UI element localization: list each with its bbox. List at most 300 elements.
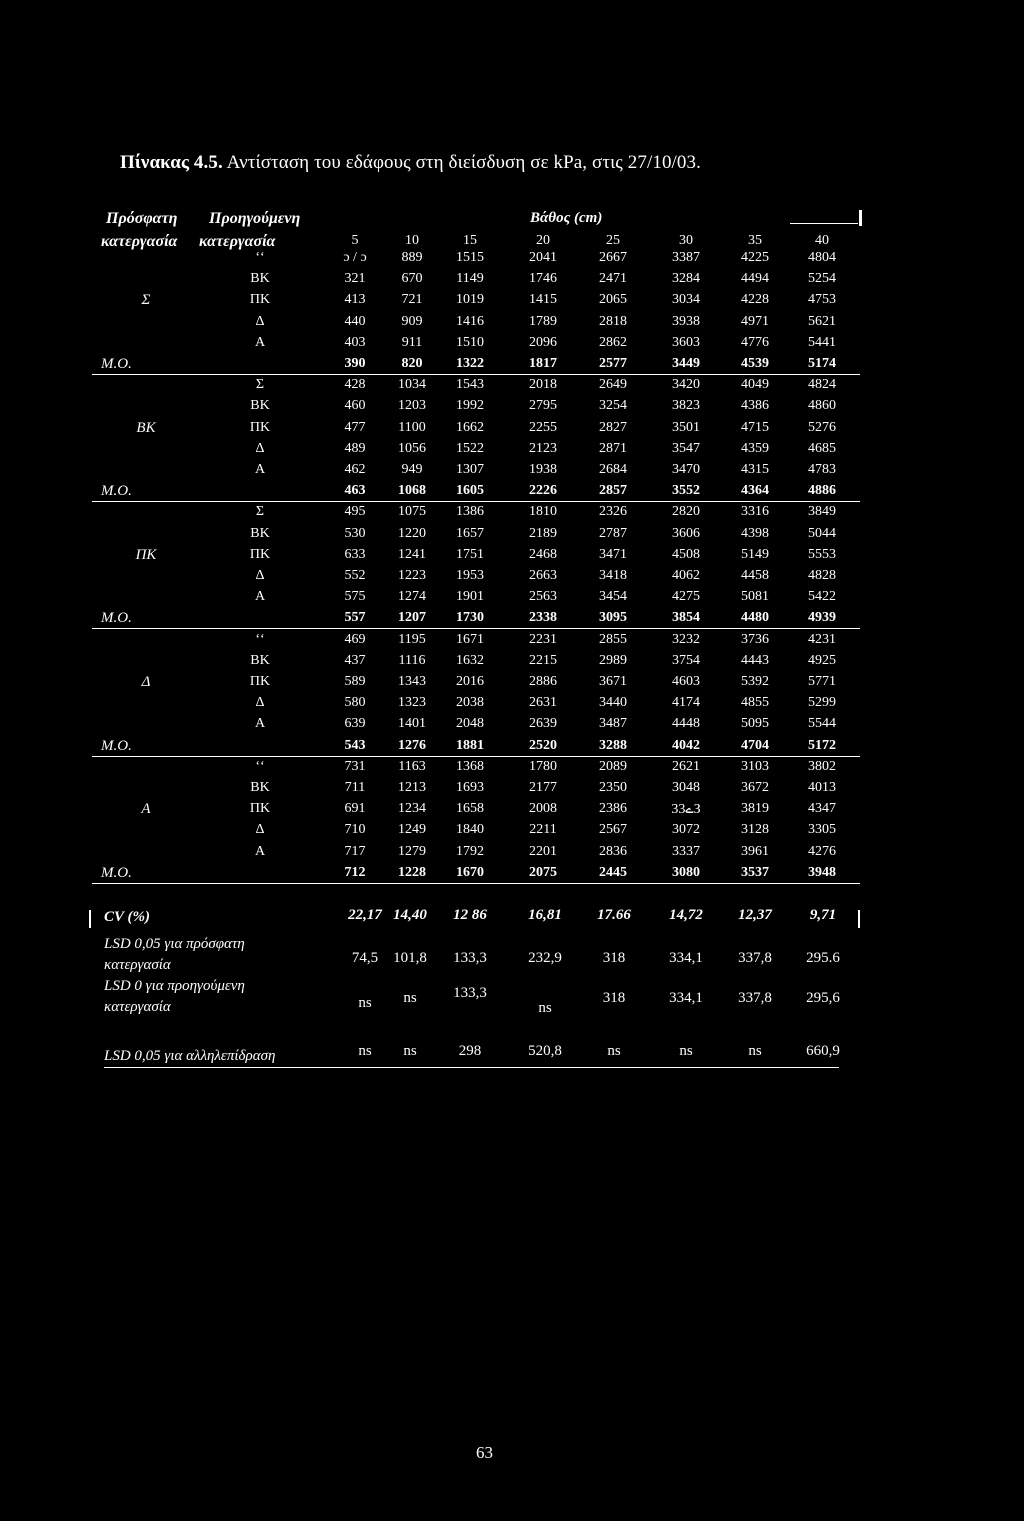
table-cell: 2215: [529, 652, 557, 668]
table-cell: 2177: [529, 780, 557, 795]
table-cell: 5441: [808, 334, 836, 350]
table-cell: 3232: [672, 631, 700, 647]
lsd-recent-label: [104, 934, 245, 976]
table-cell: 2631: [529, 695, 557, 711]
table-cell: 2468: [529, 546, 557, 562]
previous-tillage-label: ΠΚ: [249, 292, 271, 308]
depth-header-cell: 30: [679, 233, 693, 248]
table-cell: 1195: [398, 631, 426, 647]
table-cell: 1149: [456, 271, 484, 287]
table-cell: 1746: [529, 271, 557, 287]
group-divider: [92, 501, 860, 502]
table-cell: 2827: [599, 419, 627, 435]
table-cell: 3305: [808, 822, 836, 838]
table-cell: 2123: [529, 440, 557, 456]
mean-cell: 2075: [529, 864, 557, 880]
table-cell: 2255: [529, 419, 557, 435]
table-cell: 5299: [808, 695, 836, 711]
table-cell: 3819: [741, 801, 769, 817]
cv-value: 14,72: [669, 907, 703, 923]
table-cell: 2211: [529, 822, 557, 838]
table-cell: 1810: [529, 504, 557, 520]
table-cell: 1019: [456, 292, 484, 308]
table-cell: 3470: [672, 462, 700, 477]
table-cell: 2855: [599, 631, 627, 647]
lsd-interaction-value: 520,8: [528, 1043, 562, 1059]
table-cell: 1840: [456, 822, 484, 838]
table-cell: 2563: [529, 589, 557, 605]
table-cell: 1992: [456, 398, 484, 414]
table-cell: 5771: [808, 674, 836, 689]
recent-tillage-label: ΠΚ: [135, 546, 157, 563]
table-cell: 1116: [398, 652, 426, 668]
table-cell: 1401: [398, 716, 426, 732]
lsd-previous-value: 334,1: [669, 990, 703, 1006]
table-cell: 949: [401, 462, 423, 477]
table-cell: 5553: [808, 546, 836, 562]
table-cell: 580: [344, 695, 366, 711]
lsd-interaction-value: ns: [748, 1043, 762, 1059]
table-cell: 5044: [808, 525, 836, 541]
mean-cell: 4042: [672, 737, 700, 753]
table-cell: 3454: [599, 589, 627, 605]
table-cell: 4062: [672, 568, 700, 583]
previous-tillage-label: Σ: [255, 504, 265, 520]
table-cell: 3103: [741, 758, 769, 774]
table-cell: 460: [344, 398, 366, 414]
mean-cell: 4539: [741, 356, 769, 371]
mean-cell: 1670: [456, 864, 484, 880]
table-cell: 3440: [599, 695, 627, 711]
previous-tillage-label: Δ: [255, 822, 265, 838]
lsd-interaction-value: ns: [679, 1043, 693, 1059]
header-rule: [790, 223, 858, 224]
lsd-recent-line2: κατεργασία: [104, 957, 171, 973]
table-cell: 911: [401, 334, 423, 350]
previous-tillage-label: Α: [254, 334, 266, 350]
table-cell: 1657: [456, 525, 484, 541]
table-cell: 2041: [529, 250, 557, 265]
table-cell: 5544: [808, 716, 836, 732]
table-cell: 1522: [456, 440, 484, 456]
table-cell: 495: [344, 504, 366, 520]
lsd-recent-value: 232,9: [528, 950, 562, 966]
table-cell: 4231: [808, 631, 836, 647]
table-cell: 2567: [599, 822, 627, 838]
group-divider: [92, 374, 860, 375]
header-edge-mark: [859, 210, 862, 226]
previous-tillage-label: ΠΚ: [249, 801, 271, 817]
previous-tillage-label: Δ: [255, 568, 265, 583]
table-cell: 4828: [808, 568, 836, 583]
lsd-recent-value: 318: [602, 950, 626, 966]
mean-cell: 1817: [529, 356, 557, 371]
table-cell: 3034: [672, 292, 700, 308]
table-cell: 1792: [456, 843, 484, 859]
table-cell: 5254: [808, 271, 836, 287]
caption-text: Αντίσταση του εδάφους στη διείσδυση σε kPa, στις 27/10/03.: [226, 152, 701, 173]
table-cell: 889: [401, 250, 423, 265]
previous-tillage-label: ΠΚ: [249, 674, 271, 689]
table-cell: 5276: [808, 419, 836, 435]
table-cell: 2663: [529, 568, 557, 583]
table-cell: 3736: [741, 631, 769, 647]
lsd-recent-value: 295.6: [806, 950, 840, 966]
table-cell: 4386: [741, 398, 769, 414]
table-cell: 403: [344, 334, 366, 350]
table-cell: 1901: [456, 589, 484, 605]
table-cell: 4225: [741, 250, 769, 265]
lsd-recent-value: 101,8: [393, 950, 427, 966]
lsd-interaction-value: ns: [403, 1043, 417, 1059]
table-cell: 3547: [672, 440, 700, 456]
table-cell: 2836: [599, 843, 627, 859]
table-cell: 2350: [599, 780, 627, 795]
previous-tillage-label: ΒΚ: [250, 652, 270, 668]
table-cell: 4448: [672, 716, 700, 732]
table-cell: ɔ / ɔ: [343, 250, 367, 265]
lsd-interaction-value: ns: [607, 1043, 621, 1059]
table-cell: 1632: [456, 652, 484, 668]
table-cell: 530: [344, 525, 366, 541]
table-cell: 4776: [741, 334, 769, 350]
table-cell: 2818: [599, 313, 627, 329]
table-cell: 2038: [456, 695, 484, 711]
table-cell: 1416: [456, 313, 484, 329]
table-cell: 3671: [599, 674, 627, 689]
table-cell: 1751: [456, 546, 484, 562]
table-cell: 633: [344, 546, 366, 562]
mean-label: Μ.Ο.: [101, 610, 132, 627]
mean-cell: 4364: [741, 483, 769, 499]
mean-cell: 1605: [456, 483, 484, 499]
lsd-recent-value: 74,5: [351, 950, 379, 966]
previous-tillage-label: ʻʻ: [255, 758, 265, 774]
cv-value: 9,71: [809, 907, 837, 923]
lsd-previous-line2: κατεργασία: [104, 999, 171, 1015]
table-cell: 717: [344, 843, 366, 859]
depth-header-cell: 5: [351, 233, 359, 248]
table-cell: 1415: [529, 292, 557, 308]
lsd-previous-value: 133,3: [453, 985, 487, 1001]
table-cell: 2189: [529, 525, 557, 541]
mean-cell: 2857: [599, 483, 627, 499]
table-cell: 5621: [808, 313, 836, 329]
depth-header-cell: 15: [463, 233, 477, 248]
mean-cell: 3537: [741, 864, 769, 880]
previous-tillage-label: ʻʻ: [255, 250, 265, 265]
table-cell: 2886: [529, 674, 557, 689]
table-cell: 3316: [741, 504, 769, 520]
recent-tillage-label: ΒΚ: [136, 419, 156, 436]
table-cell: 3603: [672, 334, 700, 350]
table-cell: 33ےЗ: [671, 802, 701, 818]
mean-cell: 2577: [599, 356, 627, 371]
mean-cell: 390: [344, 356, 366, 371]
table-cell: 1658: [456, 801, 484, 817]
table-cell: 440: [344, 313, 366, 329]
recent-tillage-label: Α: [141, 801, 151, 818]
table-cell: 1510: [456, 334, 484, 350]
table-cell: 2065: [599, 292, 627, 308]
mean-cell: 3095: [599, 610, 627, 626]
mean-cell: 5174: [808, 356, 836, 371]
table-cell: 4315: [741, 462, 769, 477]
mean-cell: 3288: [599, 737, 627, 753]
lsd-interaction-value: 660,9: [806, 1043, 840, 1059]
table-cell: 1213: [398, 780, 426, 795]
table-cell: 2649: [599, 377, 627, 393]
table-cell: 589: [344, 674, 366, 689]
cv-label: CV (%): [104, 909, 150, 925]
previous-tillage-label: ΒΚ: [250, 271, 270, 287]
table-cell: 1671: [456, 631, 484, 647]
mean-label: Μ.Ο.: [101, 737, 132, 754]
table-cell: 2471: [599, 271, 627, 287]
table-cell: 1386: [456, 504, 484, 520]
table-cell: 731: [344, 758, 366, 774]
previous-tillage-label: Α: [254, 462, 266, 477]
table-cell: 5422: [808, 589, 836, 605]
mean-cell: 2445: [599, 864, 627, 880]
mean-label: Μ.Ο.: [101, 864, 132, 881]
table-cell: 462: [344, 462, 366, 477]
table-cell: 4359: [741, 440, 769, 456]
table-cell: 4783: [808, 462, 836, 477]
table-cell: 4458: [741, 568, 769, 583]
previous-tillage-label: Α: [254, 843, 266, 859]
table-cell: 1056: [398, 440, 426, 456]
table-cell: 428: [344, 377, 366, 393]
table-cell: 1075: [398, 504, 426, 520]
mean-cell: 3080: [672, 864, 700, 880]
table-cell: 2795: [529, 398, 557, 414]
lsd-previous-value: ns: [538, 1000, 552, 1016]
table-cell: 3072: [672, 822, 700, 838]
table-cell: 3128: [741, 822, 769, 838]
caption: [120, 152, 701, 174]
table-cell: 2820: [672, 504, 700, 520]
mean-cell: 543: [344, 737, 366, 753]
mean-cell: 1207: [398, 610, 426, 626]
lsd-previous-value: ns: [358, 995, 372, 1011]
table-cell: 3254: [599, 398, 627, 414]
table-cell: 3284: [672, 271, 700, 287]
lsd-recent-value: 133,3: [453, 950, 487, 966]
previous-tillage-label: ΒΚ: [250, 525, 270, 541]
previous-tillage-label: ΒΚ: [250, 398, 270, 414]
stats-left-mark: [89, 910, 91, 928]
mean-label: Μ.Ο.: [101, 483, 132, 500]
table-cell: 2201: [529, 843, 557, 859]
caption-label: Πίνακας 4.5.: [120, 152, 223, 173]
table-cell: 2089: [599, 758, 627, 774]
table-cell: 5392: [741, 674, 769, 689]
table-cell: 469: [344, 631, 366, 647]
previous-tillage-label: Δ: [255, 695, 265, 711]
table-cell: 1693: [456, 780, 484, 795]
table-cell: 3938: [672, 313, 700, 329]
table-cell: 2639: [529, 716, 557, 732]
table-cell: 2621: [672, 758, 700, 774]
previous-tillage-label: Δ: [255, 313, 265, 329]
lsd-previous-value: 337,8: [738, 990, 772, 1006]
table-cell: 1234: [398, 801, 426, 817]
table-cell: 3471: [599, 546, 627, 562]
group-divider: [92, 883, 860, 884]
table-cell: 4824: [808, 377, 836, 393]
mean-cell: 463: [344, 483, 366, 499]
depth-header-cell: 20: [536, 233, 550, 248]
table-cell: 1223: [398, 568, 426, 583]
table-cell: 3487: [599, 716, 627, 732]
table-cell: 721: [401, 292, 423, 308]
table-cell: 4275: [672, 589, 700, 605]
lsd-previous-value: 318: [602, 990, 626, 1006]
table-cell: 2008: [529, 801, 557, 817]
table-cell: 489: [344, 440, 366, 456]
table-cell: 3961: [741, 843, 769, 859]
table-cell: 2989: [599, 652, 627, 668]
lsd-previous-value: 295,6: [806, 990, 840, 1006]
table-cell: 1034: [398, 377, 426, 393]
lsd-previous-label: [104, 976, 245, 1018]
table-cell: 4049: [741, 377, 769, 393]
table-cell: 4971: [741, 313, 769, 329]
previous-tillage-label: ΒΚ: [250, 780, 270, 795]
table-cell: 4804: [808, 250, 836, 265]
table-cell: 1241: [398, 546, 426, 562]
depth-header-cell: 10: [405, 233, 419, 248]
table-cell: 691: [344, 801, 366, 817]
mean-cell: 3449: [672, 356, 700, 371]
table-cell: 4753: [808, 292, 836, 308]
header-recent-line2: κατεργασία: [101, 233, 178, 250]
mean-row: [0, 865, 1024, 889]
mean-cell: 2226: [529, 483, 557, 499]
header-previous-line1: Προηγούμενη: [209, 210, 301, 227]
table-cell: 2231: [529, 631, 557, 647]
table-cell: 437: [344, 652, 366, 668]
table-cell: 477: [344, 419, 366, 435]
table-cell: 4715: [741, 419, 769, 435]
table-cell: 3337: [672, 843, 700, 859]
table-cell: 1543: [456, 377, 484, 393]
table-cell: 1515: [456, 250, 484, 265]
table-cell: 3501: [672, 419, 700, 435]
table-cell: 1780: [529, 758, 557, 774]
table-cell: 710: [344, 822, 366, 838]
table-cell: 3418: [599, 568, 627, 583]
table-cell: 5149: [741, 546, 769, 562]
table-cell: 2787: [599, 525, 627, 541]
table-cell: 711: [344, 780, 366, 795]
table-cell: 4013: [808, 780, 836, 795]
table-cell: 4174: [672, 695, 700, 711]
table-cell: 5081: [741, 589, 769, 605]
table-cell: 639: [344, 716, 366, 732]
depth-header-cell: 40: [815, 233, 829, 248]
table-cell: 3802: [808, 758, 836, 774]
previous-tillage-label: ʻʻ: [255, 631, 265, 647]
table-cell: 4276: [808, 843, 836, 859]
table-cell: 2871: [599, 440, 627, 456]
mean-cell: 2338: [529, 610, 557, 626]
table-cell: 2326: [599, 504, 627, 520]
table-cell: 321: [344, 271, 366, 287]
table-cell: 2016: [456, 674, 484, 689]
mean-cell: 1276: [398, 737, 426, 753]
mean-cell: 3854: [672, 610, 700, 626]
stats-right-mark: [858, 910, 860, 928]
table-cell: 1100: [398, 419, 426, 435]
table-cell: 4228: [741, 292, 769, 308]
table-cell: 1163: [398, 758, 426, 774]
depth-header-cell: 25: [606, 233, 620, 248]
table-cell: 1662: [456, 419, 484, 435]
mean-cell: 1881: [456, 737, 484, 753]
table-cell: 4443: [741, 652, 769, 668]
table-cell: 1323: [398, 695, 426, 711]
previous-tillage-label: ΠΚ: [249, 419, 271, 435]
table-cell: 4508: [672, 546, 700, 562]
previous-tillage-label: Σ: [255, 377, 265, 393]
lsd-interaction-value: ns: [358, 1043, 372, 1059]
table-cell: 909: [401, 313, 423, 329]
table-cell: 1249: [398, 822, 426, 838]
mean-cell: 1730: [456, 610, 484, 626]
previous-tillage-label: Δ: [255, 440, 265, 456]
table-cell: 3048: [672, 780, 700, 795]
table-cell: 1279: [398, 843, 426, 859]
mean-cell: 5172: [808, 737, 836, 753]
mean-label: Μ.Ο.: [101, 356, 132, 372]
cv-value: 22,17: [348, 907, 382, 923]
table-cell: 575: [344, 589, 366, 605]
table-cell: 3387: [672, 250, 700, 265]
header-previous-line2: κατεργασία: [199, 233, 276, 250]
table-cell: 4347: [808, 801, 836, 817]
table-cell: 2684: [599, 462, 627, 477]
mean-cell: 712: [344, 864, 366, 880]
header-recent-line1: Πρόσφατη: [106, 210, 178, 227]
table-cell: 2096: [529, 334, 557, 350]
stats-bottom-rule: [104, 1067, 839, 1068]
mean-cell: 2520: [529, 737, 557, 753]
table-cell: 4603: [672, 674, 700, 689]
table-cell: 3823: [672, 398, 700, 414]
lsd-recent-value: 334,1: [669, 950, 703, 966]
table-cell: 3849: [808, 504, 836, 520]
table-cell: 3754: [672, 652, 700, 668]
mean-cell: 1322: [456, 356, 484, 371]
lsd-recent-line1: LSD 0,05 για πρόσφατη: [104, 936, 245, 952]
table-cell: 4398: [741, 525, 769, 541]
table-cell: 4855: [741, 695, 769, 711]
mean-cell: 3948: [808, 864, 836, 880]
mean-cell: 3552: [672, 483, 700, 499]
table-cell: 4685: [808, 440, 836, 456]
mean-cell: 1068: [398, 483, 426, 499]
cv-value: 12 86: [453, 907, 487, 923]
table-cell: 1789: [529, 313, 557, 329]
depth-header-cell: 35: [748, 233, 762, 248]
table-cell: 4494: [741, 271, 769, 287]
mean-cell: 4939: [808, 610, 836, 626]
mean-cell: 4886: [808, 483, 836, 499]
table-cell: 1203: [398, 398, 426, 414]
table-cell: 1953: [456, 568, 484, 583]
